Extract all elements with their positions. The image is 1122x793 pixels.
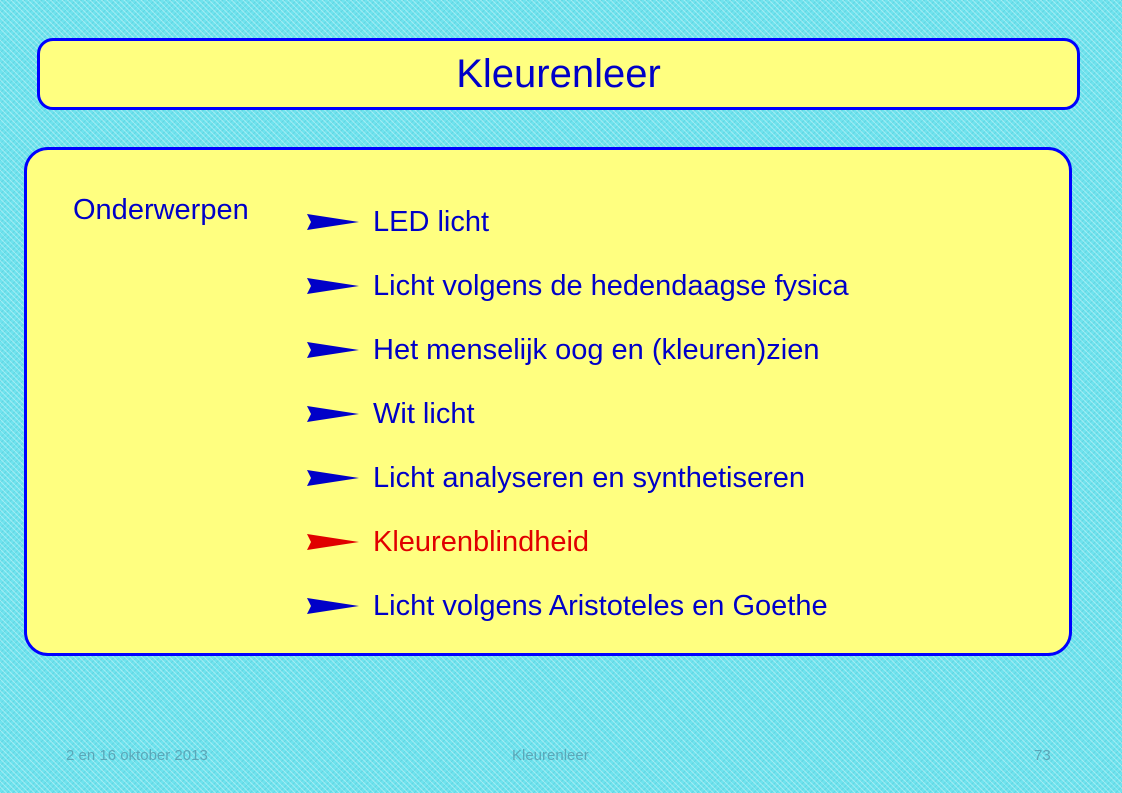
topic-item [307, 382, 849, 446]
arrow-shape [307, 214, 359, 230]
topic-item [307, 190, 849, 254]
pointer-arrow-icon [307, 467, 359, 489]
footer-page-number: 73 [1034, 747, 1051, 764]
topic-label: LED licht [373, 205, 490, 238]
topic-label: Wit licht [373, 397, 475, 430]
topic-list [307, 190, 849, 638]
pointer-arrow-icon [307, 531, 359, 553]
section-label: Onderwerpen [73, 194, 249, 226]
pointer-arrow-icon [307, 403, 359, 425]
topic-label: Licht volgens de hedendaagse fysica [373, 269, 849, 302]
topic-item [307, 574, 849, 638]
topic-item [307, 254, 849, 318]
footer-title: Kleurenleer [512, 747, 589, 764]
pointer-arrow-icon [307, 211, 359, 233]
arrow-shape [307, 534, 359, 550]
arrow-shape [307, 342, 359, 358]
topic-label: Het menselijk oog en (kleuren)zien [373, 333, 820, 366]
slide-title-box [37, 38, 1080, 110]
slide-title: Kleurenleer [456, 51, 661, 96]
pointer-arrow-icon [307, 275, 359, 297]
footer-date: 2 en 16 oktober 2013 [66, 747, 208, 764]
arrow-shape [307, 470, 359, 486]
topic-item [307, 318, 849, 382]
arrow-shape [307, 278, 359, 294]
topic-item [307, 446, 849, 510]
pointer-arrow-icon [307, 595, 359, 617]
content-panel [24, 147, 1072, 656]
topic-item [307, 510, 849, 574]
arrow-shape [307, 406, 359, 422]
topic-label: Licht volgens Aristoteles en Goethe [373, 589, 828, 622]
arrow-shape [307, 598, 359, 614]
pointer-arrow-icon [307, 339, 359, 361]
topic-label: Licht analyseren en synthetiseren [373, 461, 806, 494]
topic-label: Kleurenblindheid [373, 525, 590, 558]
